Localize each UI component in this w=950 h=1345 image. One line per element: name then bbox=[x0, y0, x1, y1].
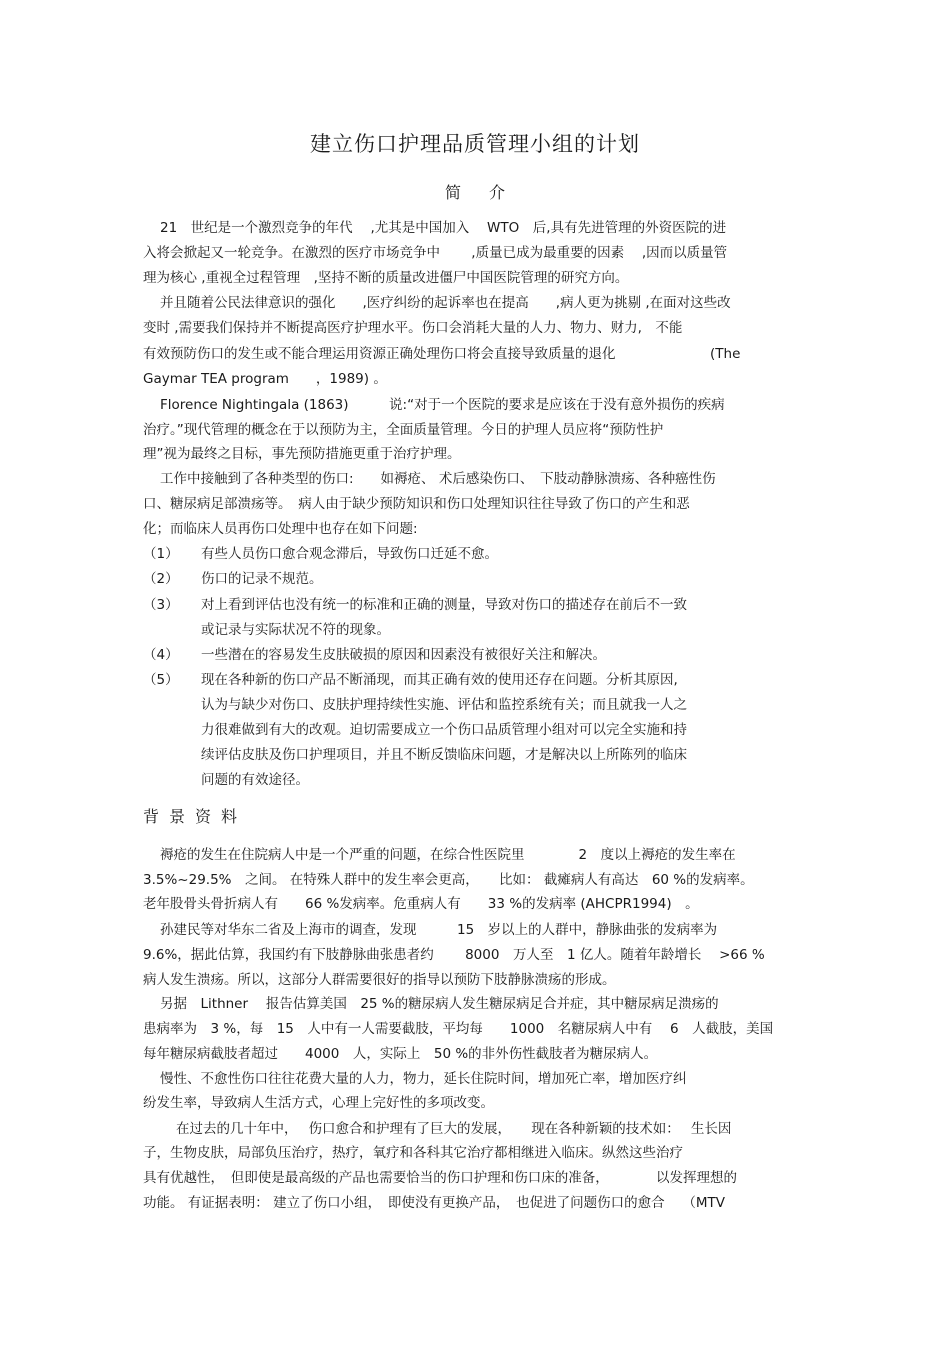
intro-line: 变时 ,需要我们保持并不断提高医疗护理水平。伤口会消耗大量的人力、物力、财力, 不能 bbox=[143, 320, 683, 336]
background-line: 子，生物皮肤，局部负压治疗，热疗，氧疗和各科其它治疗都相继进入临床。纵然这些治疗 bbox=[143, 1145, 683, 1161]
problem-text: 一些潜在的容易发生皮肤破损的原因和因素没有被很好关注和解决。 bbox=[201, 647, 606, 663]
problem-text: 伤口的记录不规范。 bbox=[201, 571, 323, 587]
background-line: 具有优越性， 但即使是最高级的产品也需要恰当的伤口护理和伤口床的准备， 以发挥理想的 bbox=[143, 1170, 737, 1186]
problem-text: 问题的有效途径。 bbox=[201, 772, 309, 788]
background-line: 病人发生溃疡。所以，这部分人群需要很好的指导以预防下肢静脉溃疡的形成。 bbox=[143, 972, 616, 988]
background-line: 老年股骨头骨折病人有 66 %发病率。危重病人有 33 %的发病率 (AHCPR1994) 。 bbox=[143, 896, 699, 912]
background-line: 功能。 有证据表明： 建立了伤口小组， 即使没有更换产品， 也促进了问题伤口的愈合 （MTV bbox=[143, 1195, 726, 1211]
problem-text: 有些人员伤口愈合观念滞后，导致伤口迁延不愈。 bbox=[201, 546, 498, 562]
problem-item bbox=[143, 595, 763, 615]
problem-text: 续评估皮肤及伤口护理项目，并且不断反馈临床问题，才是解决以上所陈列的临床 bbox=[201, 747, 687, 763]
background-line: 9.6%，据此估算，我国约有下肢静脉曲张患者约 8000 万人至 1 亿人。随着年龄增长 >66 % bbox=[143, 947, 765, 963]
background-line: 另据 Lithner 报告估算美国 25 %的糖尿病人发生糖尿病足合并症，其中糖尿病足溃疡的 bbox=[160, 996, 719, 1012]
intro-line: 21 世纪是一个激烈竞争的年代 ,尤其是中国加入 WTO 后,具有先进管理的外资医院的进 bbox=[160, 220, 727, 236]
background-heading-char: 景 bbox=[169, 807, 186, 826]
background-heading-char: 背 bbox=[143, 807, 160, 826]
background-line: 孙建民等对华东二省及上海市的调查，发现 15 岁以上的人群中，静脉曲张的发病率为 bbox=[160, 922, 718, 938]
background-heading bbox=[143, 804, 247, 827]
intro-line: 理”视为最终之目标，事先预防措施更重于治疗护理。 bbox=[143, 446, 461, 462]
intro-line: Gaymar TEA program ，1989) 。 bbox=[143, 371, 387, 387]
background-line: 慢性、不愈性伤口往往花费大量的人力，物力，延长住院时间，增加死亡率，增加医疗纠 bbox=[160, 1071, 687, 1087]
problem-text: 或记录与实际状况不符的现象。 bbox=[201, 622, 390, 638]
problem-number: （2） bbox=[143, 571, 179, 587]
background-line: 患病率为 3 %，每 15 人中有一人需要截肢，平均每 1000 名糖尿病人中有 6 人截肢，美国 bbox=[143, 1021, 774, 1037]
intro-line: 有效预防伤口的发生或不能合理运用资源正确处理伤口将会直接导致质量的退化 (The bbox=[143, 346, 741, 362]
background-heading-char: 料 bbox=[221, 807, 238, 826]
problem-text: 现在各种新的伤口产品不断涌现，而其正确有效的使用还存在问题。分析其原因, bbox=[201, 672, 678, 688]
intro-line: 理为核心 ,重视全过程管理 ,坚持不断的质量改进僵尸中国医院管理的研究方向。 bbox=[143, 270, 629, 286]
background-line: 3.5%~29.5% 之间。 在特殊人群中的发生率会更高， 比如： 截瘫病人有高达 60 %的发病率。 bbox=[143, 872, 754, 888]
background-line: 在过去的几十年中， 伤口愈合和护理有了巨大的发展， 现在各种新颖的技术如： 生长因 bbox=[176, 1121, 732, 1137]
problem-text: 力很难做到有大的改观。迫切需要成立一个伤口品质管理小组对可以完全实施和持 bbox=[201, 722, 687, 738]
problem-text: 认为与缺少对伤口、皮肤护理持续性实施、评估和监控系统有关；而且就我一人之 bbox=[201, 697, 687, 713]
problem-number: （3） bbox=[143, 597, 179, 613]
intro-line: 并且随着公民法律意识的强化 ,医疗纠纷的起诉率也在提高 ,病人更为挑剔 ,在面对这些改 bbox=[160, 295, 731, 311]
background-line: 每年糖尿病截肢者超过 4000 人，实际上 50 %的非外伤性截肢者为糖尿病人。 bbox=[143, 1046, 658, 1062]
problem-item bbox=[143, 670, 763, 690]
problem-item bbox=[143, 544, 763, 564]
problem-number: （5） bbox=[143, 672, 179, 688]
intro-line: Florence Nightingala (1863) 说:“对于一个医院的要求是应该在于没有意外损伤的疾病 bbox=[160, 397, 725, 413]
problem-item bbox=[143, 645, 763, 665]
intro-line: 口、糖尿病足部溃疡等。 病人由于缺少预防知识和伤口处理知识往往导致了伤口的产生和恶 bbox=[143, 496, 690, 512]
intro-heading bbox=[0, 180, 950, 203]
problem-item bbox=[143, 569, 763, 589]
intro-line: 化；而临床人员再伤口处理中也存在如下问题: bbox=[143, 521, 418, 537]
background-line: 纷发生率，导致病人生活方式，心理上完好性的多项改变。 bbox=[143, 1095, 494, 1111]
intro-line: 治疗。”现代管理的概念在于以预防为主，全面质量管理。今日的护理人员应将“预防性护 bbox=[143, 422, 664, 438]
problem-number: （4） bbox=[143, 647, 179, 663]
background-line: 褥疮的发生在住院病人中是一个严重的问题，在综合性医院里 2 度以上褥疮的发生率在 bbox=[160, 847, 736, 863]
intro-line: 工作中接触到了各种类型的伤口: 如褥疮、 术后感染伤口、 下肢动静脉溃疡、各种癌性伤 bbox=[160, 471, 716, 487]
background-heading-char: 资 bbox=[195, 807, 212, 826]
intro-heading-char: 介 bbox=[489, 183, 506, 202]
intro-heading-char: 简 bbox=[444, 183, 461, 202]
document-title: 建立伤口护理品质管理小组的计划 bbox=[310, 132, 640, 156]
intro-line: 入将会掀起又一轮竞争。在激烈的医疗市场竞争中 ,质量已成为最重要的因素 ,因而以质量管 bbox=[143, 245, 728, 261]
problem-number: （1） bbox=[143, 546, 179, 562]
problem-text: 对上看到评估也没有统一的标准和正确的测量，导致对伤口的描述存在前后不一致 bbox=[201, 597, 687, 613]
